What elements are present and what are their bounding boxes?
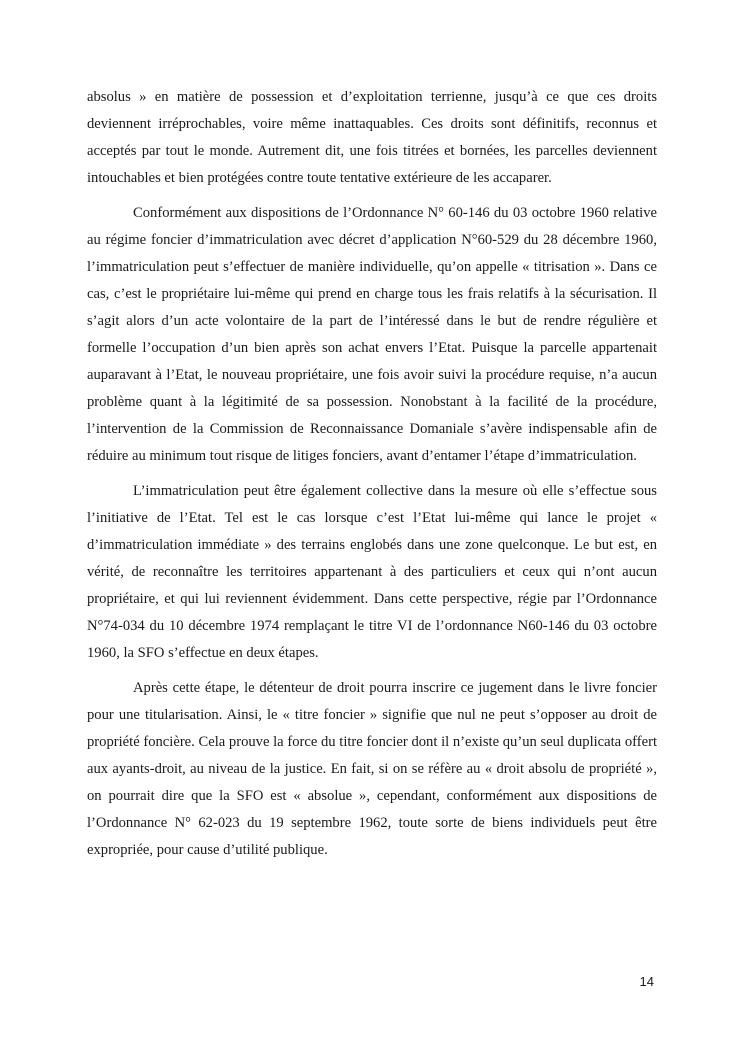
page-number: 14 — [639, 974, 654, 989]
paragraph-3: L’immatriculation peut être également collective dans la mesure où elle s’effectue sous l’initiative de l’Etat. Tel est le cas lorsque c’est l’Etat lui-même qui lance le projet « d’immatriculation immédiate » des terrains englobés dans une zone quelconque. Le but est, en vérité, de reconnaître les territoires appartenant à des particuliers et ceux qui n’ont aucun propriétaire, et qui lui reviennent évidemment. Dans cette perspective, régie par l’Ordonnance N°74-034 du 10 décembre 1974 remplaçant le titre VI de l’ordonnance N60-146 du 03 octobre 1960, la SFO s’effectue en deux étapes. — [87, 483, 657, 661]
body-text — [87, 84, 657, 872]
paragraph-1: absolus » en matière de possession et d’exploitation terrienne, jusqu’à ce que ces droits deviennent irréprochables, voire même inattaquables. Ces droits sont définitifs, reconnus et acceptés par tout le monde. Autrement dit, une fois titrées et bornées, les parcelles deviennent intouchables et bien protégées contre toute tentative extérieure de les accaparer. — [87, 89, 657, 186]
paragraph-4: Après cette étape, le détenteur de droit pourra inscrire ce jugement dans le livre foncier pour une titularisation. Ainsi, le « titre foncier » signifie que nul ne peut s’opposer au droit de propriété foncière. Cela prouve la force du titre foncier dont il n’existe qu’un seul duplicata offert aux ayants-droit, au niveau de la justice. En fait, si on se réfère au « droit absolu de propriété », on pourrait dire que la SFO est « absolue », cependant, conformément aux dispositions de l’Ordonnance N° 62-023 du 19 septembre 1962, toute sorte de biens individuels peut être expropriée, pour cause d’utilité publique. — [87, 680, 657, 858]
paragraph-2: Conformément aux dispositions de l’Ordonnance N° 60-146 du 03 octobre 1960 relative au régime foncier d’immatriculation avec décret d’application N°60-529 du 28 décembre 1960, l’immatriculation peut s’effectuer de manière individuelle, qu’on appelle « titrisation ». Dans ce cas, c’est le propriétaire lui-même qui prend en charge tous les frais relatifs à la sécurisation. Il s’agit alors d’un acte volontaire de la part de l’intéressé dans le but de rendre régulière et formelle l’occupation d’un bien après son achat envers l’Etat. Puisque la parcelle appartenait auparavant à l’Etat, le nouveau propriétaire, une fois avoir suivi la procédure requise, n’a aucun problème quant à la légitimité de sa possession. Nonobstant à la facilité de la procédure, l’intervention de la Commission de Reconnaissance Domaniale s’avère indispensable afin de réduire au minimum tout risque de litiges fonciers, avant d’entamer l’étape d’immatriculation. — [87, 205, 657, 464]
